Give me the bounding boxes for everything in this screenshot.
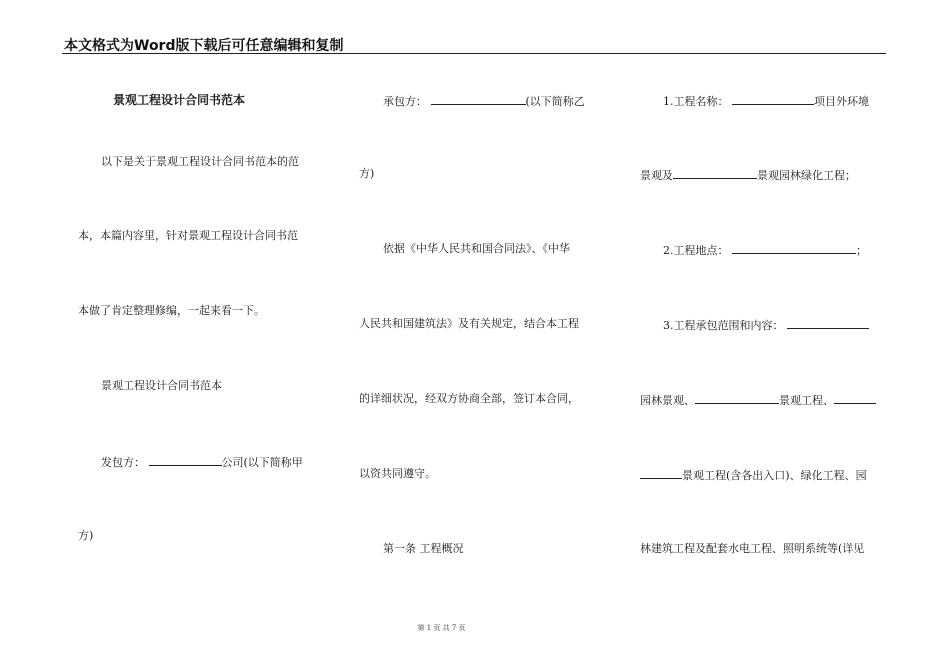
paragraph-line: 方) bbox=[78, 529, 94, 542]
header-divider bbox=[62, 53, 886, 54]
project-name-line-2 bbox=[640, 167, 856, 183]
party-a-blank bbox=[149, 454, 222, 466]
paragraph-line: 的详细状况，经双方协商全部，签订本合同， bbox=[359, 392, 579, 405]
party-b-label: 承包方： bbox=[383, 95, 427, 108]
scope-item-3: 景观工程(含各出入口)、绿化工程、园 bbox=[682, 469, 867, 482]
project-location-line bbox=[663, 242, 867, 258]
project-name-blank bbox=[732, 93, 814, 105]
party-b-line bbox=[383, 93, 585, 109]
scope-blank-3 bbox=[640, 467, 682, 479]
paragraph-line: 本做了肯定整理修编，一起来看一下。 bbox=[78, 304, 265, 317]
project-name-suffix: 项目外环境 bbox=[814, 95, 869, 108]
scope-item-2: 景观工程、 bbox=[779, 394, 834, 407]
project-name-prefix: 景观及 bbox=[640, 169, 673, 182]
party-a-line bbox=[101, 454, 303, 470]
project-scope-line bbox=[663, 317, 869, 333]
document-title: 景观工程设计合同书范本 bbox=[113, 93, 246, 107]
project-name-suffix-2: 景观园林绿化工程； bbox=[757, 169, 856, 182]
paragraph-line: 林建筑工程及配套水电工程、照明系统等(详见 bbox=[640, 542, 865, 555]
scope-blank-1 bbox=[695, 392, 779, 404]
document-header: 本文格式为Word版下载后可任意编辑和复制 bbox=[64, 38, 344, 54]
paragraph-line: 以资共同遵守。 bbox=[359, 467, 436, 480]
article-heading: 第一条 工程概况 bbox=[383, 542, 464, 555]
project-name-blank-2 bbox=[673, 167, 757, 179]
party-b-blank bbox=[431, 93, 526, 105]
party-a-label: 发包方： bbox=[101, 456, 145, 469]
project-location-suffix: ； bbox=[856, 244, 867, 257]
project-name-label: 1.工程名称： bbox=[663, 95, 729, 108]
party-a-suffix: 公司(以下简称甲 bbox=[221, 456, 303, 469]
project-scope-label: 3.工程承包范围和内容： bbox=[663, 319, 784, 332]
party-b-suffix: (以下简称乙 bbox=[525, 95, 585, 108]
section-heading: 景观工程设计合同书范本 bbox=[101, 379, 222, 392]
project-location-blank bbox=[732, 242, 856, 254]
project-scope-line-3 bbox=[640, 467, 867, 483]
scope-blank-2 bbox=[834, 392, 876, 404]
paragraph-line: 依据《中华人民共和国合同法》、《中华 bbox=[383, 242, 570, 255]
project-name-line bbox=[663, 93, 869, 109]
scope-item-1: 园林景观、 bbox=[640, 394, 695, 407]
page-footer: 第 1 页 共 7 页 bbox=[417, 624, 466, 632]
project-location-label: 2.工程地点： bbox=[663, 244, 729, 257]
paragraph-line: 以下是关于景观工程设计合同书范本的范 bbox=[101, 155, 299, 168]
project-scope-blank bbox=[787, 317, 869, 329]
paragraph-line: 本，本篇内容里，针对景观工程设计合同书范 bbox=[78, 229, 298, 242]
paragraph-line: 人民共和国建筑法》及有关规定，结合本工程 bbox=[359, 317, 579, 330]
project-scope-line-2 bbox=[640, 392, 876, 408]
paragraph-line: 方) bbox=[359, 167, 375, 180]
